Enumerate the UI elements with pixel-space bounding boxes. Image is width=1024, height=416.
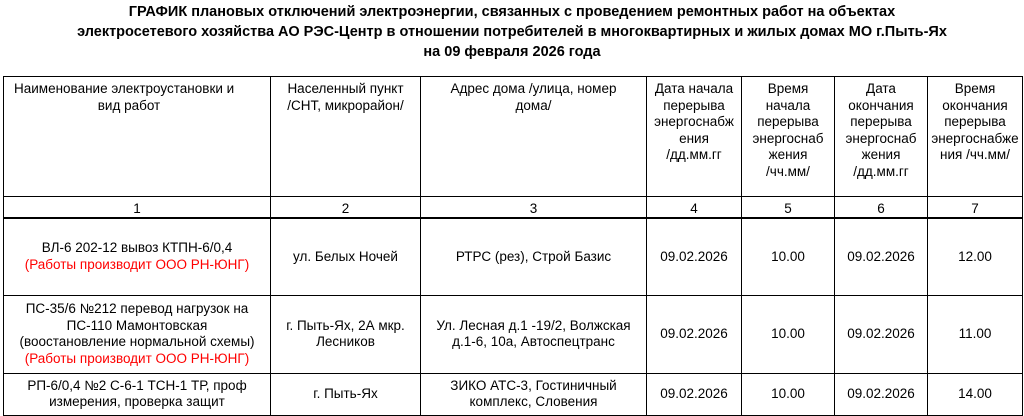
header-text: Дата (866, 81, 896, 96)
header-text: жения (768, 147, 808, 162)
header-text: /СНТ, микрорайон/ (287, 97, 404, 113)
column-number: 3 (421, 197, 647, 219)
settlement-text: ул. Белых Ночей (293, 248, 398, 264)
end-date-cell: 09.02.2026 (835, 373, 928, 415)
work-text: РП-6/0,4 №2 С-6-1 ТСН-1 ТР, проф (27, 377, 247, 393)
work-text: ПС-35/6 №212 перевод нагрузок на (25, 301, 249, 316)
start-date-cell: 09.02.2026 (647, 218, 742, 295)
work-cell (4, 218, 271, 295)
end-time-cell: 11.00 (928, 295, 1023, 373)
address-cell (421, 295, 647, 373)
address-cell (421, 218, 647, 295)
header-text: начала (765, 97, 811, 113)
header-end-time (928, 77, 1023, 197)
table-row (4, 373, 1023, 415)
header-text: /дд.мм.гг (853, 163, 909, 179)
title-line-1: ГРАФИК плановых отключений электроэнергии, связанных с проведением ремонтных работ на объектах (128, 4, 896, 20)
settlement-text: г. Пыть-Ях (313, 385, 378, 401)
title-line-2: электросетевого хозяйства АО РЭС-Центр в отношении потребителей в многоквартирных и жилых домах МО г.Пыть-Ях (77, 24, 947, 40)
header-text: окончания (848, 97, 914, 113)
title-line-3: на 09 февраля 2026 года (423, 44, 601, 60)
column-number: 4 (647, 197, 742, 219)
header-text: Населенный пункт (287, 81, 404, 96)
header-text: энергоснабже (931, 130, 1019, 146)
header-text: Адрес дома /улица, номер (450, 81, 617, 96)
end-date-cell: 09.02.2026 (835, 295, 928, 373)
settlement-text: г. Пыть-Ях, 2А мкр. (286, 317, 405, 333)
header-text: перерыва (663, 97, 725, 113)
header-start-time (742, 77, 835, 197)
header-text: /дд.мм.гг (666, 147, 722, 162)
header-text: /чч.мм/ (766, 163, 810, 179)
start-time-cell: 10.00 (742, 218, 835, 295)
header-text: Наименование электроустановки и (14, 81, 235, 96)
header-text: перерыва (944, 114, 1006, 129)
address-text: д.1-6, 10а, Автоспецтранс (452, 334, 615, 349)
start-time-cell: 10.00 (742, 295, 835, 373)
settlement-cell (271, 218, 421, 295)
settlement-cell (271, 295, 421, 373)
header-text: перерыва (757, 114, 819, 129)
header-address (421, 77, 647, 197)
end-time-cell: 12.00 (928, 218, 1023, 295)
table-row (4, 218, 1023, 295)
start-date-cell: 09.02.2026 (647, 373, 742, 415)
end-date-cell: 09.02.2026 (835, 218, 928, 295)
address-text: РТРС (рез), Строй Базис (455, 248, 612, 264)
settlement-cell (271, 373, 421, 415)
header-text: энергоснаб (845, 130, 917, 146)
address-cell (421, 373, 647, 415)
header-text: жения (861, 147, 901, 162)
work-text: измерения, проверка защит (49, 394, 225, 409)
work-text: ПС-110 Мамонтовская (66, 317, 208, 333)
address-text: Ул. Лесная д.1 -19/2, Волжская (436, 317, 631, 333)
schedule-title (0, 0, 1024, 66)
table-row (4, 295, 1023, 373)
header-text: Дата начала (654, 81, 734, 96)
header-text: Время (954, 81, 996, 96)
header-text: вид работ (97, 97, 161, 113)
end-time-cell: 14.00 (928, 373, 1023, 415)
address-text: ЗИКО АТС-3, Гостиничный (450, 377, 617, 393)
header-text: перерыва (850, 114, 912, 129)
column-number: 6 (835, 197, 928, 219)
column-number: 7 (928, 197, 1023, 219)
work-cell (4, 373, 271, 415)
work-text: (воостановление нормальной схемы) (19, 334, 255, 349)
work-cell (4, 295, 271, 373)
header-text: энергоснаб (752, 130, 824, 146)
contractor-note: (Работы производит ООО РН-ЮНГ) (24, 350, 250, 366)
header-text: энергоснабж (654, 114, 734, 129)
header-end-date (835, 77, 928, 197)
header-installation (4, 77, 271, 197)
header-text: дома/ (515, 97, 552, 113)
outage-schedule-table (3, 76, 1023, 416)
header-settlement (271, 77, 421, 197)
column-number: 5 (742, 197, 835, 219)
address-text: комплекс, Словения (469, 394, 598, 409)
work-text: ВЛ-6 202-12 вывоз КТПН-6/0,4 (41, 240, 233, 256)
start-date-cell: 09.02.2026 (647, 295, 742, 373)
header-text: Время (767, 81, 809, 96)
header-text: ния /чч.мм/ (940, 147, 1010, 162)
column-number: 1 (4, 197, 271, 219)
column-number: 2 (271, 197, 421, 219)
header-start-date (647, 77, 742, 197)
header-text: окончания (942, 97, 1008, 113)
start-time-cell: 10.00 (742, 373, 835, 415)
contractor-note: (Работы производит ООО РН-ЮНГ) (24, 256, 250, 272)
settlement-text: Лесников (316, 334, 375, 349)
header-text: ения (679, 130, 709, 146)
